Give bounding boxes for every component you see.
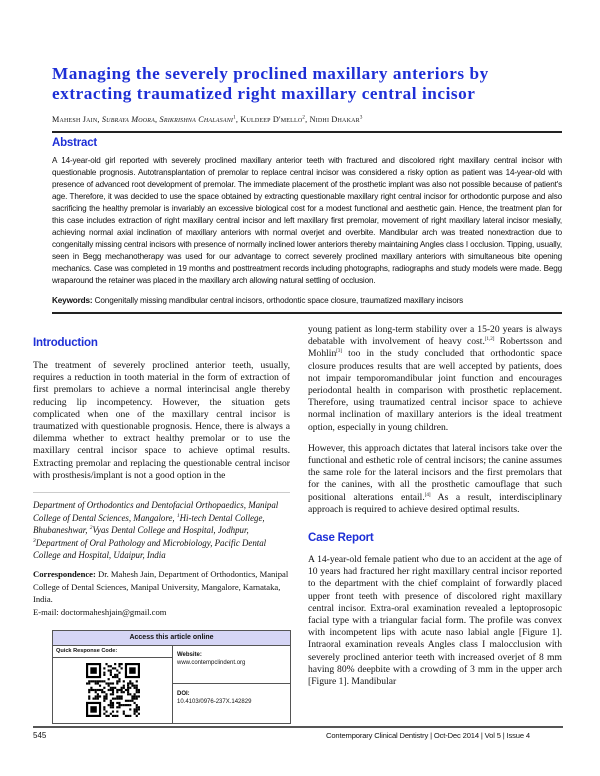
qr-module	[108, 678, 110, 680]
keywords	[52, 295, 562, 306]
qr-module	[112, 676, 114, 678]
divider	[52, 312, 562, 314]
qr-module	[127, 685, 129, 687]
qr-module	[138, 713, 140, 715]
qr-module	[103, 709, 105, 711]
qr-module	[114, 676, 116, 678]
qr-module	[134, 696, 136, 698]
qr-module	[121, 696, 123, 698]
qr-module	[108, 689, 110, 691]
qr-module	[105, 694, 107, 696]
qr-module	[88, 691, 90, 693]
text: young patient as long-term stability over a 15-20 years is always debatable with involvement of heavy cost.	[308, 324, 562, 348]
qr-module	[116, 689, 118, 691]
qr-module	[108, 670, 110, 672]
author: Kuldeep D'mello	[240, 115, 303, 124]
qr-module	[129, 694, 131, 696]
footer-divider	[33, 726, 563, 728]
qr-module	[136, 687, 138, 689]
qr-module	[121, 698, 123, 700]
qr-module	[105, 715, 107, 717]
qr-module	[118, 681, 120, 683]
qr-module	[97, 683, 99, 685]
qr-module	[129, 709, 131, 711]
qr-module	[123, 713, 125, 715]
qr-module	[116, 674, 118, 676]
qr-module	[105, 698, 107, 700]
qr-module	[131, 685, 133, 687]
qr-module	[99, 696, 101, 698]
citation[interactable]: [4]	[424, 492, 431, 498]
qr-module	[116, 681, 118, 683]
qr-module	[127, 689, 129, 691]
qr-module	[116, 691, 118, 693]
affiliation-text: Department of Orthodontics and Dentofacial Orthopaedics, Manipal College of Dental Sciences, Mangalore,	[33, 500, 279, 523]
text: too in the study concluded that orthodontic space closure produces results that are well accepted by patients, does not impair temporomandibular joint function and encourages periodontal health in comparison with prosthetic replacement. Therefore, using traumatized central incisor space to achieve normal inclination of maxillary anteriors is the ideal treatment option, especially in young children.	[308, 348, 562, 433]
qr-module	[114, 687, 116, 689]
qr-module	[88, 698, 90, 700]
text: Robertsson and Mohlin	[308, 336, 562, 360]
author-sup: 3	[359, 115, 363, 121]
qr-module	[101, 691, 103, 693]
qr-module	[108, 666, 110, 668]
affil-sup: 3	[33, 537, 36, 544]
journal-citation: Contemporary Clinical Dentistry | Oct-Dec 2014 | Vol 5 | Issue 4	[326, 731, 530, 740]
qr-module	[112, 687, 114, 689]
qr-module	[116, 715, 118, 717]
qr-module	[127, 683, 129, 685]
affiliation-text: Hi-tech Dental College, Bhubaneshwar,	[33, 512, 265, 536]
affiliation-text: Vyas Dental College and Hospital, Jodhpur,	[92, 525, 249, 536]
qr-module	[127, 694, 129, 696]
qr-module	[134, 702, 136, 704]
qr-module	[114, 674, 116, 676]
qr-module	[114, 663, 116, 665]
qr-module	[101, 681, 103, 683]
qr-module	[92, 681, 94, 683]
qr-module	[136, 704, 138, 706]
qr-module	[103, 696, 105, 698]
website-link[interactable]: www.contempclindent.org	[177, 660, 246, 667]
qr-module	[121, 704, 123, 706]
qr-module	[118, 666, 120, 668]
qr-module	[116, 698, 118, 700]
qr-module	[105, 696, 107, 698]
qr-module	[136, 685, 138, 687]
qr-module	[97, 698, 99, 700]
website-label: Website:	[177, 652, 202, 659]
qr-module	[129, 668, 135, 674]
qr-module	[108, 715, 110, 717]
qr-module	[116, 676, 118, 678]
qr-module	[110, 694, 112, 696]
qr-module	[116, 702, 118, 704]
qr-module	[110, 683, 112, 685]
introduction-heading: Introduction	[33, 337, 98, 349]
qr-module	[114, 715, 116, 717]
qr-label: Quick Response Code:	[53, 645, 172, 658]
case-report-paragraph: A 14-year-old female patient who due to an accident at the age of 10 years had fractured her right maxillary central incisor reported to the department with the chief complaint of forwardly placed upper front teeth with presence of discolored right maxillary central incisor. Extra-oral examination revealed a leptoprosopic facial type with a triangular facial form. The profile was convex with incompetent lips with acute naso labial angle [Figure 1]. Intraoral examination reveals Angles class I malocclusion with severely proclined anterior teeth with increased overjet of 8 mm having 80% deepbite with a crowding of 3 mm in the upper arch [Figure 1]. Mandibular	[308, 554, 562, 688]
qr-module	[95, 681, 97, 683]
qr-module	[90, 681, 92, 683]
qr-module	[103, 691, 105, 693]
qr-module	[103, 681, 105, 683]
qr-module	[138, 709, 140, 711]
qr-module	[125, 704, 127, 706]
qr-module	[114, 698, 116, 700]
qr-module	[127, 715, 129, 717]
affil-sup: 1	[176, 512, 180, 519]
correspondence-label: Correspondence:	[33, 569, 96, 579]
qr-module	[97, 689, 99, 691]
qr-module	[127, 691, 129, 693]
qr-module	[116, 707, 118, 709]
qr-module	[103, 672, 105, 674]
qr-module	[108, 685, 110, 687]
qr-module	[129, 683, 131, 685]
keywords-text: Congenitally missing mandibular central incisors, orthodontic space closure, traumatized maxillary incisors	[94, 296, 464, 305]
qr-module	[97, 694, 99, 696]
qr-module	[88, 696, 90, 698]
qr-module	[112, 668, 114, 670]
qr-module	[112, 707, 114, 709]
qr-module	[116, 696, 118, 698]
affiliations	[33, 499, 290, 562]
qr-module	[136, 711, 138, 713]
qr-module	[129, 715, 131, 717]
qr-module	[90, 707, 96, 713]
access-box-heading: Access this article online	[53, 631, 290, 646]
qr-module	[99, 681, 101, 683]
qr-module	[118, 672, 120, 674]
qr-module	[121, 668, 123, 670]
qr-module	[138, 689, 140, 691]
doi-label: DOI:	[177, 691, 190, 698]
qr-module	[112, 702, 114, 704]
qr-module	[116, 711, 118, 713]
qr-module	[105, 683, 107, 685]
qr-module	[112, 704, 114, 706]
qr-module	[134, 685, 136, 687]
case-report-heading: Case Report	[308, 532, 374, 545]
qr-module	[110, 704, 112, 706]
qr-module	[131, 696, 133, 698]
qr-module	[112, 694, 114, 696]
qr-module	[121, 689, 123, 691]
qr-module	[131, 698, 133, 700]
qr-module	[118, 696, 120, 698]
qr-module	[136, 691, 138, 693]
qr-module	[112, 689, 114, 691]
qr-module	[95, 689, 97, 691]
qr-module	[88, 689, 90, 691]
qr-module	[123, 704, 125, 706]
qr-module	[112, 691, 114, 693]
qr-module	[138, 696, 140, 698]
citation[interactable]: [3]	[336, 349, 343, 355]
qr-module	[108, 704, 110, 706]
qr-module	[123, 691, 125, 693]
qr-module	[123, 681, 125, 683]
qr-module	[88, 681, 90, 683]
qr-module	[127, 687, 129, 689]
qr-module	[103, 674, 105, 676]
affiliation-text: Department of Oral Pathology and Microbiology, Pacific Dental College and Hospital, Udaipur, India	[33, 537, 267, 561]
qr-module	[134, 687, 136, 689]
qr-module	[108, 683, 110, 685]
qr-module	[118, 707, 120, 709]
citation[interactable]: [1,2]	[484, 337, 495, 343]
qr-module	[127, 700, 129, 702]
qr-module	[114, 668, 116, 670]
qr-module	[95, 698, 97, 700]
qr-module	[136, 689, 138, 691]
qr-module	[105, 711, 107, 713]
correspondence-email[interactable]: E-mail: doctormaheshjain@gmail.com	[33, 606, 167, 617]
qr-module	[121, 687, 123, 689]
affil-sup: 2	[89, 525, 93, 532]
qr-module	[99, 685, 101, 687]
qr-module	[118, 678, 120, 680]
qr-module	[112, 683, 114, 685]
qr-module	[136, 698, 138, 700]
qr-module	[136, 709, 138, 711]
qr-module	[134, 713, 136, 715]
qr-module	[110, 672, 112, 674]
qr-module	[118, 689, 120, 691]
author-list: Mahesh Jain, Subraya Moora, Srikrishna Chalasani$^1$, Kuldeep D'mello$^2$, Nidhi Dhakar$^3$	[52, 115, 363, 124]
divider	[33, 492, 290, 493]
qr-module	[123, 687, 125, 689]
article-header	[52, 64, 562, 314]
qr-module	[134, 711, 136, 713]
qr-module	[134, 694, 136, 696]
keywords-label: Keywords:	[52, 296, 93, 305]
qr-module	[90, 687, 92, 689]
page-number: 545	[33, 731, 47, 740]
qr-module	[92, 698, 94, 700]
qr-module	[110, 702, 112, 704]
qr-module	[86, 683, 88, 685]
qr-module	[95, 683, 97, 685]
qr-module	[105, 663, 107, 665]
qr-module	[121, 691, 123, 693]
left-column	[33, 336, 290, 724]
qr-module	[103, 668, 105, 670]
text: As a result, interdisciplinary approach is required to achieve desired optimal results.	[308, 491, 562, 515]
qr-module	[134, 709, 136, 711]
qr-module	[92, 689, 94, 691]
qr-module	[134, 698, 136, 700]
qr-module	[136, 696, 138, 698]
author: Mahesh Jain	[52, 115, 98, 124]
abstract-text: A 14-year-old girl reported with severely proclined maxillary anterior teeth with fractured and discolored right maxillary central incisor with questionable prognosis. Autotransplantation of premolar to replace central incisor was considered a risky option as patient was 14-year-old with presence of advanced root development of premolar. The immediate placement of the prosthetic implant was also not possible because of patient's age. Therefore, it was decided to use the space obtained by extracting questionable maxillary right central incisor for orthodontic purpose and also sacrificing the healthy premolar is invariably an excessive biological cost for a modest functional and aesthetic gain. Hence, the treatment plan for this case includes extraction of right maxillary central incisor and left maxillary first premolar, movement of right maxillary lateral incisor mesially, achieving normal axial inclination of maxillary anteriors with normal overjet and overbite. Mandibular arch was treated nonextraction due to congenitally missing central incisors with presence of normally inclined lower anteriors thereby maintaining Angles class I occlusion. Tipping, usually, seen in Begg mechanotherapy was used for our advantage to correct severely proclined maxillary anteriors with simultaneous bite opening mechanics. Case was completed in 19 months and posttreatment records including photographs, radiographs and study models were made. Begg wraparound the retainer was placed in the maxillary arch allowing natural settling of occlusion.	[52, 156, 562, 285]
introduction-paragraph-2	[308, 443, 562, 516]
access-article-box	[52, 630, 291, 724]
author-sup: 2	[302, 115, 306, 121]
qr-module	[110, 666, 112, 668]
qr-module	[131, 683, 133, 685]
qr-module	[125, 700, 127, 702]
qr-module	[112, 715, 114, 717]
abstract-heading: Abstract	[52, 137, 98, 149]
qr-module	[118, 698, 120, 700]
qr-code-icon[interactable]	[86, 663, 140, 717]
correspondence	[33, 568, 290, 618]
qr-module	[127, 704, 129, 706]
author: Srikrishna Chalasani	[159, 115, 234, 124]
qr-module	[118, 704, 120, 706]
qr-module	[129, 704, 131, 706]
qr-module	[125, 689, 127, 691]
qr-module	[129, 681, 131, 683]
qr-module	[95, 691, 97, 693]
qr-module	[123, 711, 125, 713]
correspondence-text: Dr. Mahesh Jain, Department of Orthodontics, Manipal College of Dental Sciences, Manipal University, Mangalore, Karnataka, India.	[33, 569, 289, 605]
qr-module	[97, 696, 99, 698]
qr-module	[110, 687, 112, 689]
qr-module	[116, 683, 118, 685]
qr-module	[110, 707, 112, 709]
qr-module	[103, 687, 105, 689]
doi-link[interactable]: 10.4103/0976-237X.142829	[177, 699, 252, 706]
qr-module	[110, 689, 112, 691]
qr-module	[118, 663, 120, 665]
right-column	[308, 324, 562, 688]
qr-module	[116, 670, 118, 672]
qr-module	[129, 687, 131, 689]
qr-module	[103, 707, 105, 709]
qr-module	[90, 689, 92, 691]
qr-module	[110, 674, 112, 676]
qr-module	[112, 698, 114, 700]
qr-module	[123, 685, 125, 687]
qr-module	[103, 713, 105, 715]
qr-module	[110, 670, 112, 672]
qr-module	[110, 700, 112, 702]
qr-module	[103, 698, 105, 700]
qr-module	[97, 681, 99, 683]
qr-module	[101, 689, 103, 691]
qr-module	[125, 715, 127, 717]
qr-module	[88, 683, 90, 685]
qr-module	[103, 700, 105, 702]
qr-module	[112, 711, 114, 713]
qr-module	[136, 681, 138, 683]
qr-module	[121, 663, 123, 665]
doi-cell	[173, 684, 290, 723]
qr-module	[99, 689, 101, 691]
qr-module	[138, 691, 140, 693]
qr-module	[136, 715, 138, 717]
author-sup: 1	[233, 115, 236, 121]
website-cell	[173, 645, 290, 684]
divider	[52, 131, 562, 133]
qr-module	[138, 707, 140, 709]
author: Nidhi Dhakar	[309, 115, 360, 124]
qr-module	[118, 702, 120, 704]
author: Subraya Moora	[101, 115, 156, 124]
qr-module	[131, 700, 133, 702]
introduction-paragraph-continued	[308, 324, 562, 434]
qr-module	[95, 696, 97, 698]
qr-module	[90, 668, 96, 674]
article-title: Managing the severely proclined maxillary anteriors by extracting traumatized right maxillary central incisor	[52, 64, 489, 103]
introduction-paragraph: The treatment of severely proclined anterior teeth, usually, requires a reduction in tooth material in the form of extraction of first premolars to achieve a normal interincisal angle thereby reducing lip incompetency. However, the situation gets complicated when one of the maxillary central incisor is traumatized with questionable prognosis. Hence, there is always a dilemma whether to extract healthy premolar or to use the maxillary central incisor space to achieve optimal results. Extracting premolar and replacing the questionable central incisor with prosthesis/implant is not a good option in the	[33, 360, 290, 481]
text: However, this approach dictates that lateral incisors take over the functional and esthetic role of central incisors; the canine assumes the same role for the lateral incisors and the first premolars that for the canines, with all the prosthetic camouflage that such positional alterations entail.	[308, 442, 562, 503]
qr-module	[136, 707, 138, 709]
qr-module	[129, 700, 131, 702]
qr-module	[110, 713, 112, 715]
